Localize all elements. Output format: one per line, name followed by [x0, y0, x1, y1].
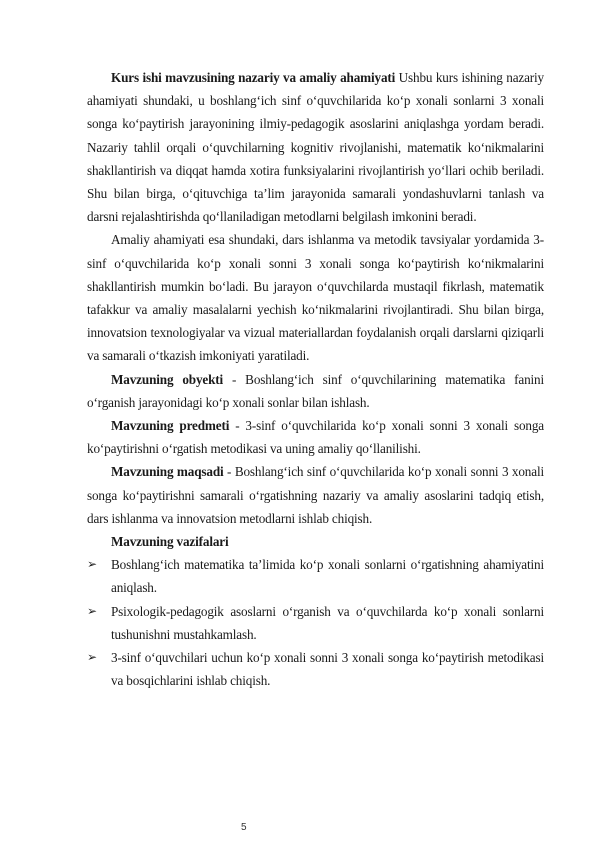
paragraph-text: - Boshlang‘ich sinf o‘quvchilarining matematika fanini o‘rganish jarayonidagi ko‘p xonali sonlar bilan ishlash. [87, 371, 544, 410]
paragraph-text: Amaliy ahamiyati esa shundaki, dars ishlanma va metodik tavsiyalar yordamida 3-sinf o‘quvchilarida ko‘p xonali sonni 3 xonali songa ko‘paytirish ko‘nikmalarini shakllantirish mumkin bo‘ladi. Bu jarayon o‘quvchilarda mustaqil fikrlash, matematik tafakkur va amaliy masalalarni yechish ko‘nikmalarini rivojlantiradi. Shu bilan birga, innovatsion texnologiyalar va vizual materiallardan foydalanish orqali darslarni qiziqarli va samarali o‘tkazish imkoniyati yaratiladi. [87, 232, 544, 364]
arrow-bullet-icon: ➢ [87, 603, 97, 618]
heading-object: Mavzuning obyekti [111, 371, 224, 387]
paragraph-goal [87, 460, 544, 530]
page-number: 5 [241, 822, 247, 833]
paragraph-text: - 3-sinf o‘quvchilarida ko‘p xonali sonni 3 xonali songa ko‘paytirishni o‘rgatish metodikasi va uning amaliy qo‘llanilishi. [87, 418, 544, 457]
paragraph-text: Ushbu kurs ishining nazariy ahamiyati shundaki, u boshlang‘ich sinf o‘quvchilarida ko‘p xonali sonlarni 3 xonali songa ko‘paytirish jarayonining ilmiy-pedagogik asoslarini aniqlashga yordam beradi. Nazariy tahlil orqali o‘quvchilarning kognitiv rivojlanishi, matematik ko‘nikmalarini shakllantirish va diqqat hamda xotira funksiyalarini rivojlantirish yo‘llari ochib beriladi. Shu bilan birga, o‘qituvchiga ta’lim jarayonida samarali yondashuvlarni tanlash va darsni rejalashtirishda qo‘llaniladigan metodlarni belgilash imkonini beradi. [87, 70, 545, 225]
paragraph-text: - Boshlang‘ich sinf o‘quvchilarida ko‘p xonali sonni 3 xonali songa ko‘paytirishni samarali o‘rgatishning nazariy va amaliy asoslarini tadqiq etish, dars ishlanma va innovatsion metodlarni ishlab chiqish. [87, 464, 544, 526]
list-item [87, 553, 544, 599]
arrow-bullet-icon: ➢ [87, 650, 97, 665]
list-item [87, 646, 544, 692]
paragraph-practical [87, 228, 544, 367]
heading-tasks: Mavzuning vazifalari [111, 534, 229, 550]
list-item-text: 3-sinf o‘quvchilari uchun ko‘p xonali sonni 3 xonali songa ko‘paytirish metodikasi va bosqichlarini ishlab chiqish. [111, 650, 544, 689]
tasks-list [87, 553, 544, 692]
document-page [87, 66, 544, 692]
paragraph-significance [87, 66, 544, 228]
paragraph-object [87, 368, 544, 414]
heading-goal: Mavzuning maqsadi [111, 464, 224, 480]
paragraph-subject [87, 414, 544, 460]
heading-significance: Kurs ishi mavzusining nazariy va amaliy ahamiyati [111, 70, 396, 85]
list-item-text: Boshlang‘ich matematika ta’limida ko‘p xonali sonlarni o‘rgatishning ahamiyatini aniqlash. [111, 557, 544, 596]
list-item-text: Psixologik-pedagogik asoslarni o‘rganish va o‘quvchilarda ko‘p xonali sonlarni tushunishni mustahkamlash. [111, 603, 544, 642]
arrow-bullet-icon: ➢ [87, 557, 97, 572]
paragraph-tasks-heading [87, 530, 544, 553]
list-item [87, 600, 544, 646]
heading-subject: Mavzuning predmeti [111, 418, 230, 434]
